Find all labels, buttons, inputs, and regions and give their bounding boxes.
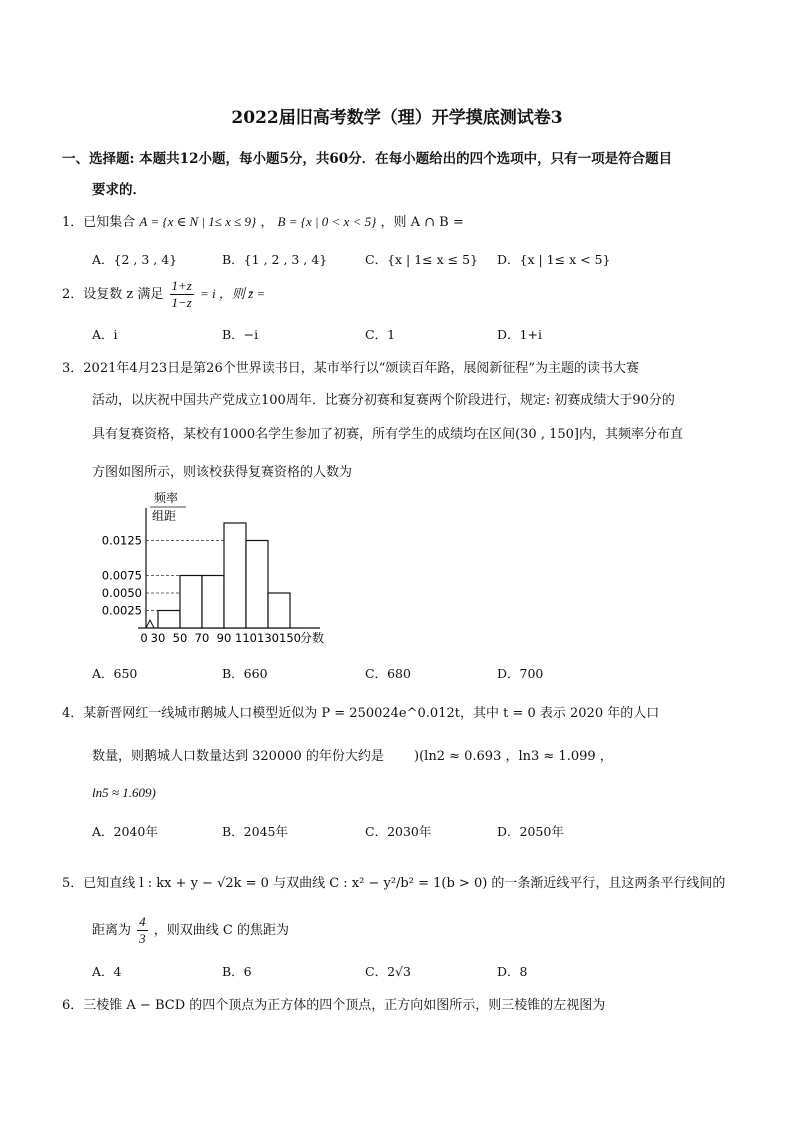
q1-option-d: D．{x | 1≤ x < 5} [497,252,611,267]
q4-line-2: 数量，则鹅城人口数量达到 320000 的年份大约是 )(ln2 ≈ 0.693 ，ln3 ≈ 1.099 ， [92,749,613,764]
histogram-bar [224,523,246,628]
q4-option-d: D．2050年 [497,824,564,839]
q1-tail: ，则 A ∩ B = [380,215,464,230]
q5-option-b: B．6 [222,964,252,979]
q2-option-c: C．1 [365,327,396,342]
frequency-histogram [88,490,348,650]
q5-line2-prefix: 距离为 [92,923,132,938]
q3-line-2: 活动，以庆祝中国共产党成立100周年．比赛分初赛和复赛两个阶段进行，规定: 初赛成绩大于90分的 [92,393,675,408]
q4-line-3: ln5 ≈ 1.609) [92,785,156,800]
question-2 [62,278,265,311]
q4-option-a: A．2040年 [92,824,158,839]
q5-frac-num: 4 [139,914,146,929]
x-tick-label: 90 [216,631,232,645]
q5-fraction [137,914,148,947]
q2-tail: = i ，则 z̄ = [200,286,266,301]
x-tick-label: 50 [172,631,188,645]
question-1 [62,211,464,230]
y-tick-label: 0.0075 [101,568,142,583]
histogram-bar [202,576,224,629]
histogram-bar [180,576,202,629]
x-tick-label: 130 [257,631,279,645]
section-heading-line1: 一、选择题: 本题共12小题，每小题5分，共60分．在每小题给出的四个选项中，只有一项是符合题目 [62,151,673,167]
page-title: 2022届旧高考数学（理）开学摸底测试卷3 [231,108,563,128]
q1-option-b: B．{1 , 2 , 3 , 4} [222,252,328,267]
y-tick-label: 0.0025 [101,603,142,618]
x-tick-label: 70 [194,631,210,645]
x-tick-label: 110 [235,631,257,645]
q3-option-a: A．650 [92,666,138,681]
q5-option-c: C．2√3 [365,964,411,979]
q4-line-1: 4．某新晋网红一线城市鹅城人口模型近似为 P = 250024e^0.012t，其中 t = 0 表示 2020 年的人口 [62,706,660,721]
q2-frac-num: 1+z [171,278,192,293]
q2-option-a: A．i [92,327,118,342]
section-heading-line2: 要求的． [92,182,146,198]
q2-prefix: 2．设复数 z 满足 [62,287,164,302]
x-tick-label: 150 [279,631,301,645]
q3-line-3: 具有复赛资格，某校有1000名学生参加了初赛，所有学生的成绩均在区间(30 , 150]内，其频率分布直 [92,427,683,442]
q1-option-c: C．{x | 1≤ x ≤ 5} [365,252,479,267]
q1-set-a: A = {x ∈ N | 1≤ x ≤ 9} [139,214,257,229]
histogram-bar [268,593,290,628]
y-label-top: 频率 [154,491,179,505]
q4-option-c: C．2030年 [365,824,432,839]
q5-option-a: A．4 [92,964,122,979]
q1-option-a: A．{2 , 3 , 4} [92,252,178,267]
q5-line-2 [92,914,289,947]
q2-option-d: D．1+i [497,327,542,342]
q2-frac-den: 1−z [171,295,192,310]
q3-line-4: 方图如图所示，则该校获得复赛资格的人数为 [92,465,353,480]
q5-line2-tail: ，则双曲线 C 的焦距为 [153,923,290,938]
q2-fraction [170,278,194,311]
q5-line-1: 5．已知直线 l : kx + y − √2k = 0 与双曲线 C : x² − y²/b² = 1(b > 0) 的一条渐近线平行，且这两条平行线间的 [62,876,726,891]
q3-line-1: 3．2021年4月23日是第26个世界读书日，某市举行以“颂读百年路，展阅新征程”为主题的读书大赛 [62,361,640,376]
y-tick-label: 0.0050 [101,586,142,600]
q6-line-1: 6．三棱锥 A − BCD 的四个顶点为正方体的四个顶点，正方向如图所示，则三棱锥的左视图为 [62,998,606,1013]
q3-option-c: C．680 [365,666,411,681]
q1-set-b: B = {x | 0 < x < 5} [277,214,377,229]
q4-option-b: B．2045年 [222,824,288,839]
y-tick-label: 0.0125 [101,533,142,548]
x-tick-label: 0 [140,631,148,645]
y-label-bottom: 组距 [152,509,177,523]
q1-comma: ， [260,215,274,230]
q2-option-b: B．−i [222,327,259,342]
q5-frac-den: 3 [139,931,146,946]
q3-option-b: B．660 [222,666,268,681]
x-tick-label: 30 [150,631,166,645]
axis-break-mark [146,620,154,628]
q3-option-d: D．700 [497,666,544,681]
histogram-bar [158,611,180,629]
q5-option-d: D．8 [497,964,528,979]
histogram-bar [246,541,268,629]
q1-prefix: 1．已知集合 [62,215,136,230]
x-axis-label: 分数 [300,631,325,645]
